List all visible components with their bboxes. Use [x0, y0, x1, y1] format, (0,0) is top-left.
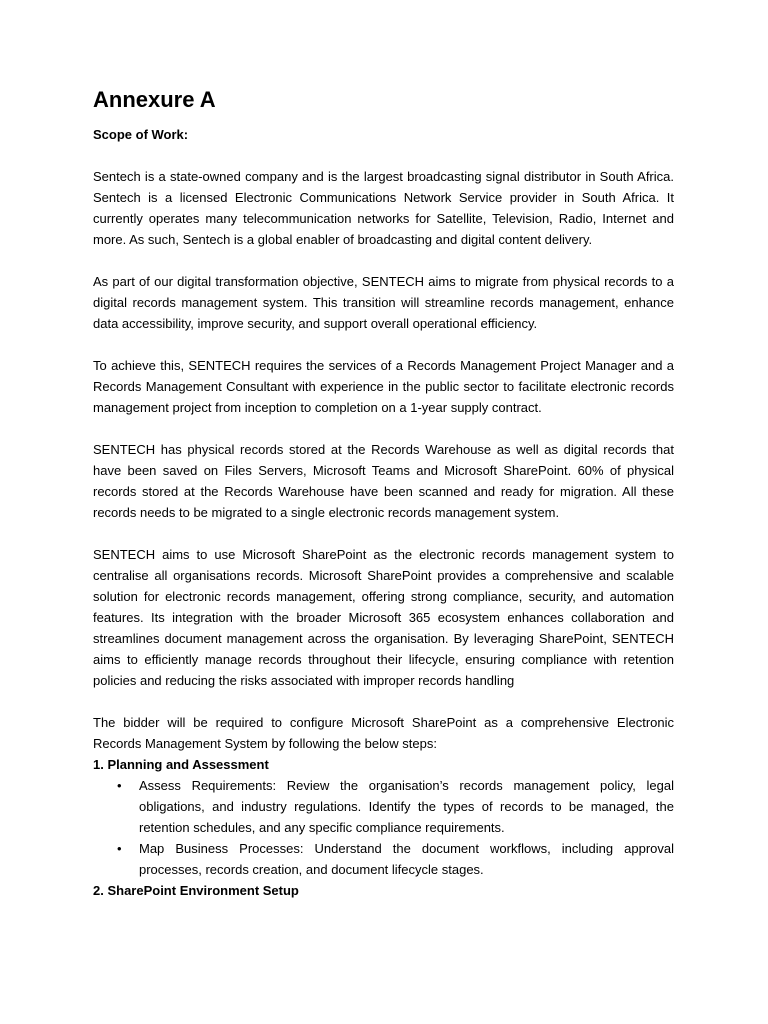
paragraph-digital-transformation: As part of our digital transformation objective, SENTECH aims to migrate from physical records to a digital records management system. This transition will streamline records management, enhance data accessibility, improve security, and support overall operational efficiency. [93, 274, 674, 331]
list-item [93, 838, 674, 880]
paragraph-records-storage: SENTECH has physical records stored at the Records Warehouse as well as digital records that have been saved on Files Servers, Microsoft Teams and Microsoft SharePoint. 60% of physical records stored at the Records Warehouse have been scanned and ready for migration. All these records needs to be migrated to a single electronic records management system. [93, 442, 674, 520]
paragraph-sharepoint-aim: SENTECH aims to use Microsoft SharePoint as the electronic records management system to centralise all organisations records. Microsoft SharePoint provides a comprehensive and scalable solution for electronic records management, offering strong compliance, security, and automation features. Its integration with the broader Microsoft 365 ecosystem enhances collaboration and streamlines document management across the organisation. By leveraging SharePoint, SENTECH aims to efficiently manage records throughout their lifecycle, ensuring compliance with retention policies and reducing the risks associated with improper records handling [93, 547, 674, 688]
section-heading-planning: 1. Planning and Assessment [93, 757, 269, 772]
list-item-text: Assess Requirements: Review the organisation’s records management policy, legal obligations, and industry regulations. Identify the types of records to be managed, the retention schedules, and any specific compliance requirements. [139, 778, 674, 835]
list-item [93, 775, 674, 838]
bullet-icon: • [117, 841, 122, 856]
list-item-text: Map Business Processes: Understand the document workflows, including approval processes, records creation, and document lifecycle stages. [139, 841, 674, 877]
paragraph-services-required: To achieve this, SENTECH requires the services of a Records Management Project Manager and a Records Management Consultant with experience in the public sector to facilitate electronic records management project from inception to completion on a 1-year supply contract. [93, 358, 674, 415]
section-heading-sharepoint-setup: 2. SharePoint Environment Setup [93, 883, 299, 898]
paragraph-company-overview: Sentech is a state-owned company and is the largest broadcasting signal distributor in South Africa. Sentech is a licensed Electronic Communications Network Service provider in South Africa. It currently operates many telecommunication networks for Satellite, Television, Radio, Internet and more. As such, Sentech is a global enabler of broadcasting and digital content delivery. [93, 169, 674, 247]
document-subtitle: Scope of Work: [93, 127, 189, 142]
bullet-icon: • [117, 778, 122, 793]
bullet-list-planning [93, 775, 674, 880]
paragraph-bidder-steps: The bidder will be required to configure Microsoft SharePoint as a comprehensive Electronic Records Management System by following the below steps: [93, 715, 674, 751]
document-title: Annexure A [93, 87, 216, 112]
document-page [93, 86, 674, 901]
